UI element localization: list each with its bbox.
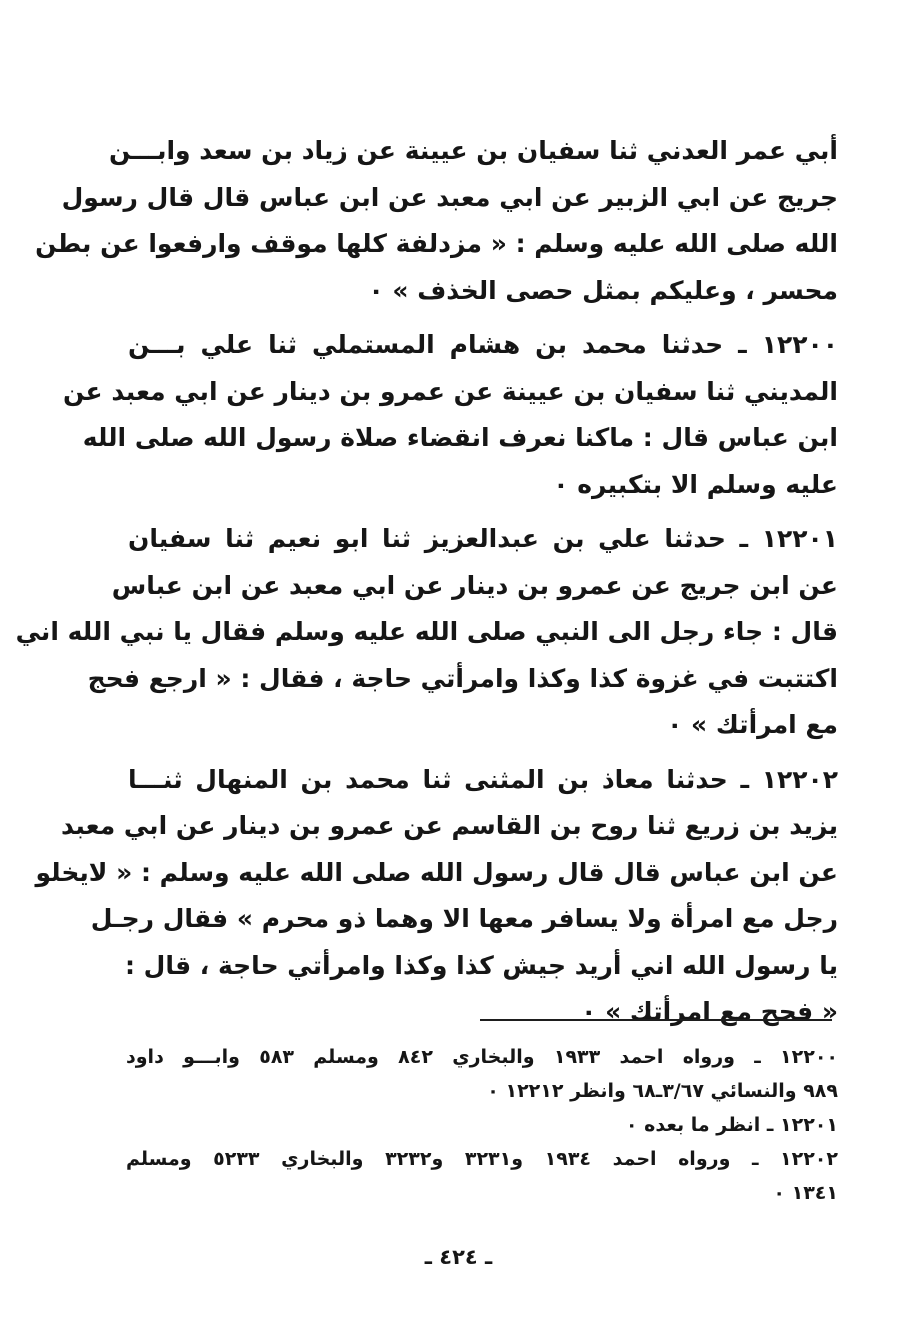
text-line: عليه وسلم الا بتكبيره ٠ bbox=[553, 469, 838, 499]
page-number: ـ ٤٢٤ ـ bbox=[424, 1245, 493, 1269]
text-line: قال : جاء رجل الى النبي صلى الله عليه وسلم فقال يا نبي الله اني bbox=[15, 617, 838, 646]
text-line: ١٢٢٠٠ ـ حدثنا محمد بن هشام المستملي ثنا علي بـــن bbox=[128, 330, 838, 359]
text-line: « فحج مع امرأتك » ٠ bbox=[581, 997, 838, 1026]
footnote-divider bbox=[480, 1019, 832, 1021]
text-line: اكتتبت في غزوة كذا وكذا وامرأتي حاجة ، فقال : « ارجع فحج bbox=[87, 663, 838, 693]
text-line: ابن عباس قال : ماكنا نعرف انقضاء صلاة رسول الله صلى الله bbox=[82, 423, 838, 452]
text-line: عن ابن عباس قال قال رسول الله صلى الله عليه وسلم : « لايخلو bbox=[35, 857, 838, 887]
footnote-12200 bbox=[126, 1040, 838, 1108]
footnote-12202 bbox=[126, 1142, 838, 1210]
main-text bbox=[15, 128, 838, 1036]
text-line: المديني ثنا سفيان بن عيينة عن عمرو بن دينار عن ابي معبد عن bbox=[63, 376, 838, 406]
footnote-line: ١٢٢٠٢ ـ ورواه احمد ١٩٣٤ و٣٢٣١ و٣٢٣٢ والبخاري ٥٢٣٣ ومسلم bbox=[126, 1148, 838, 1170]
paragraph-continuation bbox=[35, 128, 838, 314]
footnote-line: ١٢٢٠٠ ـ ورواه احمد ١٩٣٣ والبخاري ٨٤٢ ومسلم ٥٨٣ وابـــو داود bbox=[126, 1046, 839, 1068]
footnote-12201 bbox=[126, 1108, 838, 1142]
footnote-line: ٩٨٩ والنسائي ٣/٦٧ـ٦٨ وانظر ١٢٢١٢ ٠ bbox=[487, 1080, 838, 1102]
text-line: ١٢٢٠١ ـ حدثنا علي بن عبدالعزيز ثنا ابو نعيم ثنا سفيان bbox=[128, 524, 838, 553]
footnote-line: ١٣٤١ ٠ bbox=[773, 1182, 838, 1204]
text-line: مع امرأتك » ٠ bbox=[667, 710, 838, 739]
text-line: الله صلى الله عليه وسلم : « مزدلفة كلها موقف وارفعوا عن بطن bbox=[35, 229, 838, 258]
text-line: رجل مع امرأة ولا يسافر معها الا وهما ذو محرم » فقال رجـل bbox=[90, 904, 838, 933]
text-line: عن ابن جريج عن عمرو بن دينار عن ابي معبد عن ابن عباس bbox=[111, 570, 838, 600]
hadith-12201 bbox=[15, 516, 838, 749]
footnote-line: ١٢٢٠١ ـ انظر ما بعده ٠ bbox=[625, 1114, 838, 1136]
hadith-12202 bbox=[35, 757, 838, 1036]
text-line: يا رسول الله اني أريد جيش كذا وكذا وامرأتي حاجة ، قال : bbox=[124, 950, 838, 980]
text-line: أبي عمر العدني ثنا سفيان بن عيينة عن زياد بن سعد وابـــن bbox=[108, 136, 838, 165]
text-line: ١٢٢٠٢ ـ حدثنا معاذ بن المثنى ثنا محمد بن المنهال ثنـــا bbox=[128, 764, 838, 794]
hadith-12200 bbox=[63, 322, 838, 508]
text-line: جريج عن ابي الزبير عن ابي معبد عن ابن عباس قال قال رسول bbox=[61, 182, 838, 212]
text-line: يزيد بن زريع ثنا روح بن القاسم عن عمرو بن دينار عن ابي معبد bbox=[60, 811, 838, 840]
footnotes bbox=[126, 1040, 838, 1210]
text-line: محسر ، وعليكم بمثل حصى الخذف » ٠ bbox=[368, 275, 838, 305]
